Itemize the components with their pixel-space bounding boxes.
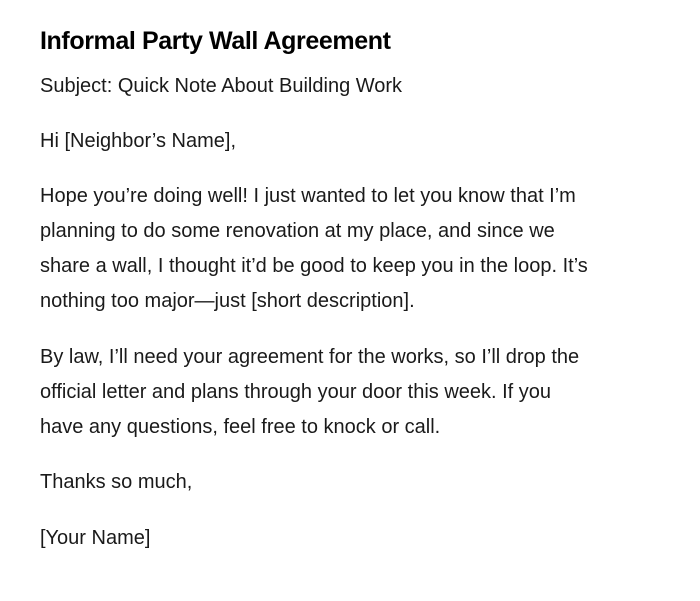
document-title: Informal Party Wall Agreement	[40, 27, 391, 55]
closing-line: Thanks so much,	[40, 471, 193, 493]
greeting-line: Hi [Neighbor’s Name],	[40, 130, 237, 152]
paragraph-line: share a wall, I thought it’d be good to keep you in the loop. It’s	[40, 255, 588, 277]
paragraph-line: planning to do some renovation at my place, and since we	[40, 220, 555, 242]
body-paragraph-1	[40, 179, 640, 319]
paragraph-line: nothing too major—just [short description].	[40, 290, 415, 312]
paragraph-line: official letter and plans through your door this week. If you	[40, 381, 552, 403]
subject-line: Subject: Quick Note About Building Work	[40, 75, 403, 97]
body-paragraph-2	[40, 340, 640, 445]
paragraph-line: have any questions, feel free to knock or call.	[40, 416, 441, 438]
paragraph-line: By law, I’ll need your agreement for the works, so I’ll drop the	[40, 346, 580, 368]
paragraph-line: Hope you’re doing well! I just wanted to let you know that I’m	[40, 185, 576, 207]
signature-placeholder: [Your Name]	[40, 527, 151, 549]
